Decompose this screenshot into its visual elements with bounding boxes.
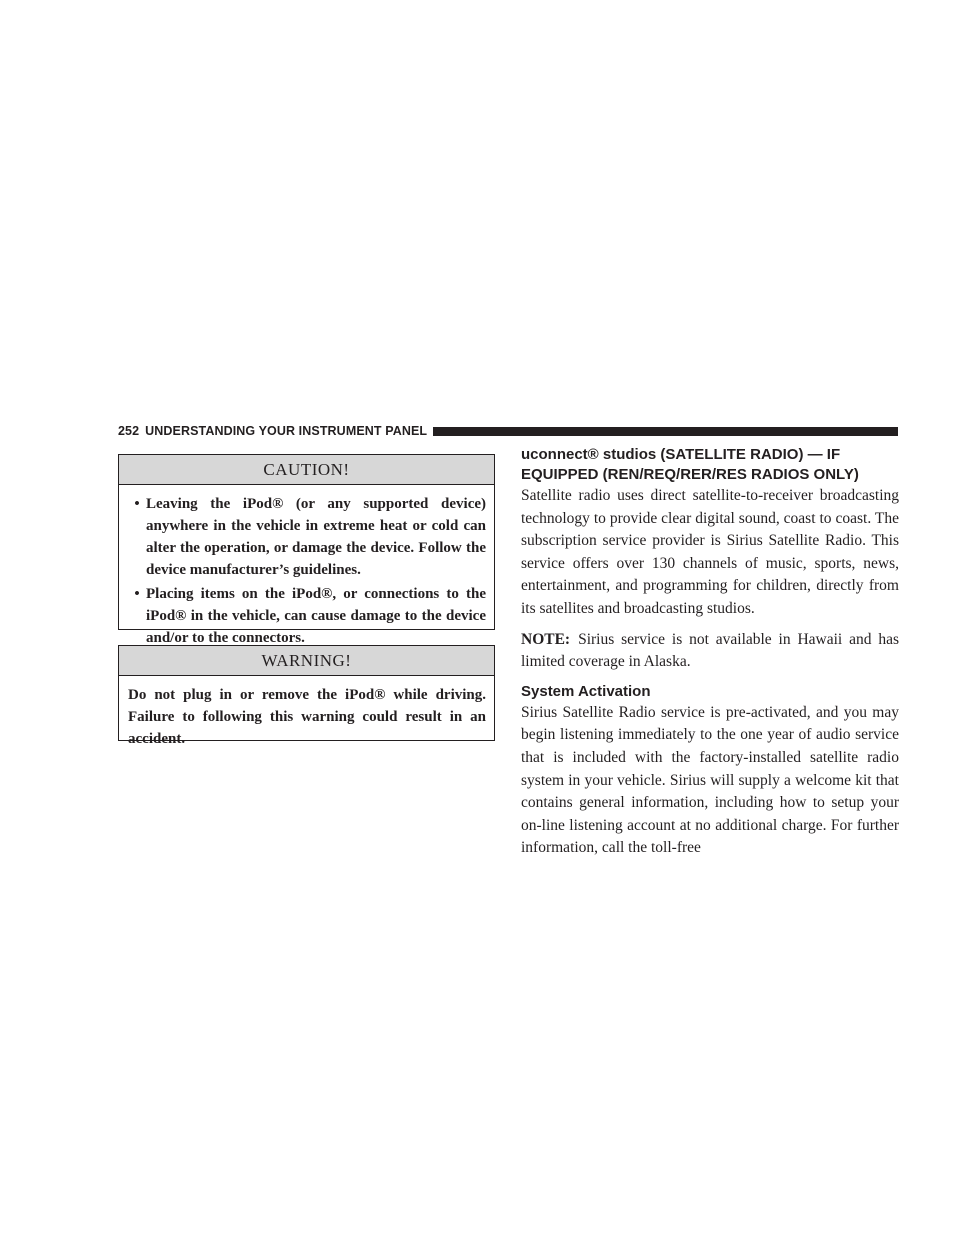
- note-paragraph: [521, 629, 899, 674]
- caution-title: CAUTION!: [119, 455, 494, 485]
- uconnect-paragraph: Satellite radio uses direct satellite-to-receiver broadcasting technology to provide clear digital sound, coast to coast. The subscription service provider is Sirius Satellite Radio. This service offers over 130 channels of music, sports, news, entertainment, and programming for children, directly from its satellites and broadcasting studios.: [521, 487, 899, 617]
- bullet-icon: •: [134, 496, 140, 512]
- activation-heading: System Activation: [521, 682, 651, 700]
- page-number: 252: [118, 424, 140, 438]
- caution-box: [118, 454, 495, 646]
- caution-item-text: Placing items on the iPod®, or connections to the iPod® in the vehicle, can cause damage to the device and/or to the connectors.: [146, 586, 486, 646]
- warning-title: WARNING!: [119, 646, 494, 676]
- warning-box: [118, 645, 495, 747]
- caution-item-text: Leaving the iPod® (or any supported device) anywhere in the vehicle in extreme heat or cold can alter the operation, or damage the device. Follow the device manufacturer’s guidelines.: [146, 496, 486, 578]
- uconnect-heading-line1: uconnect® studios (SATELLITE RADIO) — IF: [521, 446, 841, 463]
- note-text: Sirius service is not available in Hawaii and has limited coverage in Alaska.: [521, 630, 899, 671]
- page-header: [118, 421, 898, 441]
- header-rule: [433, 427, 898, 436]
- bullet-icon: •: [134, 586, 140, 602]
- left-column: [118, 454, 495, 747]
- note-label: NOTE:: [521, 630, 571, 648]
- caution-item: [128, 583, 486, 649]
- activation-paragraph: Sirius Satellite Radio service is pre-activated, and you may begin listening immediately to the one year of audio service that is included with the factory-installed satellite radio system in your vehicle. Sirius will supply a welcome kit that contains general information, including how to setup your on-line listening account at no additional charge. For further information, call the toll-free: [521, 703, 899, 857]
- caution-item: [128, 493, 486, 581]
- uconnect-heading-line2: EQUIPPED (REN/REQ/RER/RES RADIOS ONLY): [521, 466, 859, 483]
- caution-body: [119, 485, 494, 657]
- uconnect-heading: [521, 445, 899, 485]
- warning-body: Do not plug in or remove the iPod® while driving. Failure to following this warning could result in an accident.: [128, 687, 486, 747]
- right-column: [521, 445, 899, 868]
- section-title: UNDERSTANDING YOUR INSTRUMENT PANEL: [145, 424, 428, 438]
